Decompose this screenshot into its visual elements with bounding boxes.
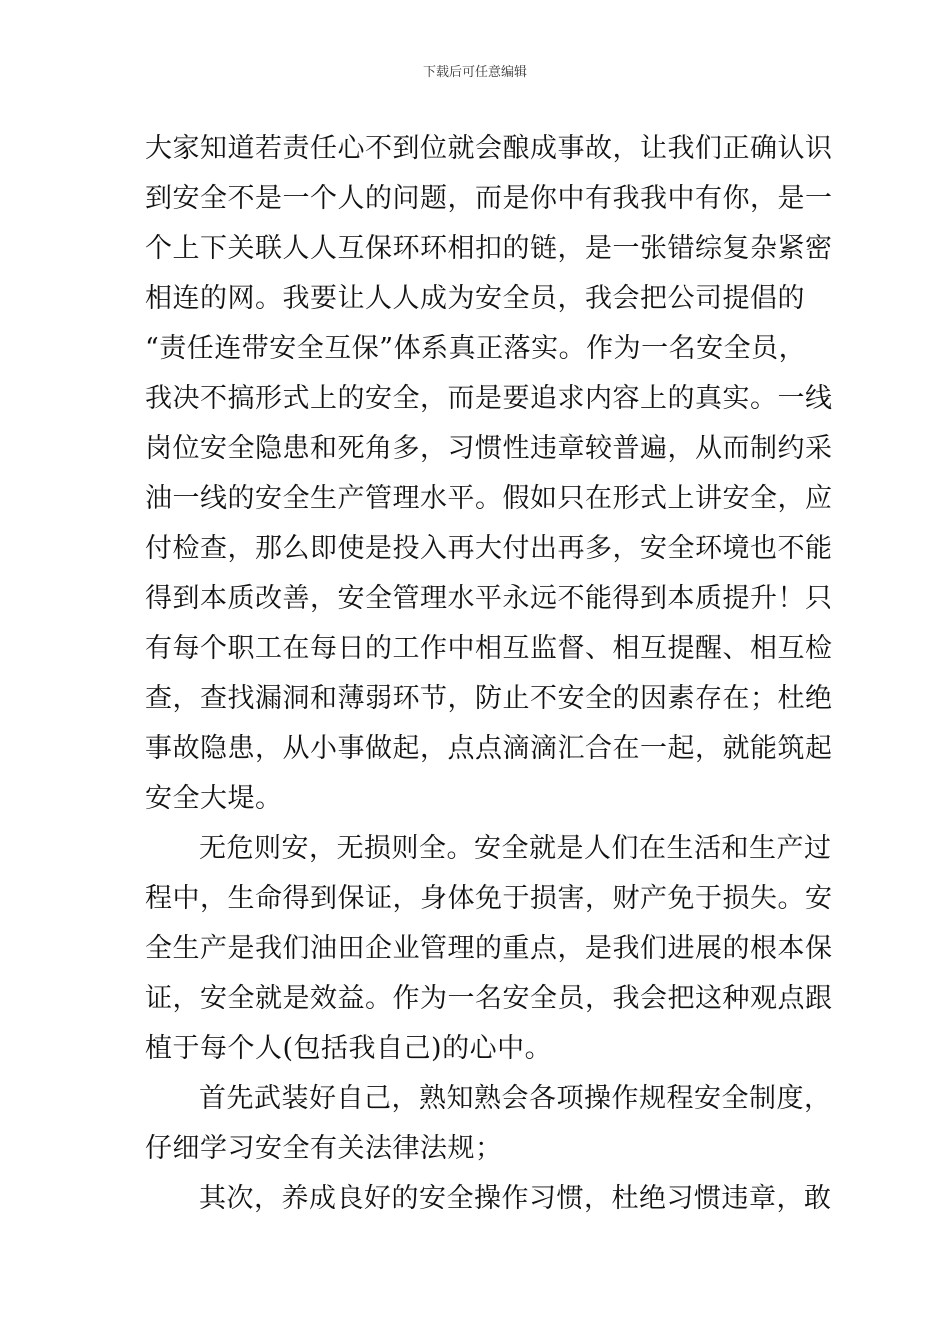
text-line: 事故隐患，从小事做起，点点滴滴汇合在一起，就能筑起 (145, 733, 833, 764)
text-line: 到安全不是一个人的问题，而是你中有我我中有你，是一 (145, 183, 833, 214)
paragraph-first-line: 其次，养成良好的安全操作习惯，杜绝习惯违章，敢 (199, 1183, 832, 1214)
text-line: 安全大堤。 (145, 783, 283, 814)
text-line: 我决不搞形式上的安全，而是要追求内容上的真实。一线 (145, 383, 833, 414)
text-line: 仔细学习安全有关法律法规； (145, 1133, 503, 1164)
text-line: 个上下关联人人互保环环相扣的链，是一张错综复杂紧密 (145, 233, 833, 264)
text-line: 有每个职工在每日的工作中相互监督、相互提醒、相互检 (145, 633, 833, 664)
text-line: 相连的网。我要让人人成为安全员，我会把公司提倡的 (145, 283, 805, 314)
text-line: “责任连带安全互保”体系真正落实。作为一名安全员， (145, 333, 807, 364)
text-line: 植于每个人(包括我自己)的心中。 (145, 1033, 553, 1064)
document-body (145, 124, 833, 1224)
page-header: 下载后可任意编辑 (422, 65, 527, 80)
text-line: 岗位安全隐患和死角多，习惯性违章较普遍，从而制约采 (145, 433, 833, 464)
text-line: 付检查，那么即使是投入再大付出再多，安全环境也不能 (145, 533, 833, 564)
text-line: 查，查找漏洞和薄弱环节，防止不安全的因素存在；杜绝 (145, 683, 833, 714)
paragraph-first-line: 无危则安，无损则全。安全就是人们在生活和生产过 (199, 833, 832, 864)
text-line: 油一线的安全生产管理水平。假如只在形式上讲安全，应 (145, 483, 833, 514)
text-line: 得到本质改善，安全管理水平永远不能得到本质提升！只 (145, 583, 833, 614)
text-line: 大家知道若责任心不到位就会酿成事故，让我们正确认识 (145, 133, 833, 164)
paragraph-first-line: 首先武装好自己，熟知熟会各项操作规程安全制度， (199, 1083, 832, 1114)
text-line: 全生产是我们油田企业管理的重点，是我们进展的根本保 (145, 933, 833, 964)
text-line: 证，安全就是效益。作为一名安全员，我会把这种观点跟 (145, 983, 833, 1014)
text-line: 程中，生命得到保证，身体免于损害，财产免于损失。安 (145, 883, 833, 914)
